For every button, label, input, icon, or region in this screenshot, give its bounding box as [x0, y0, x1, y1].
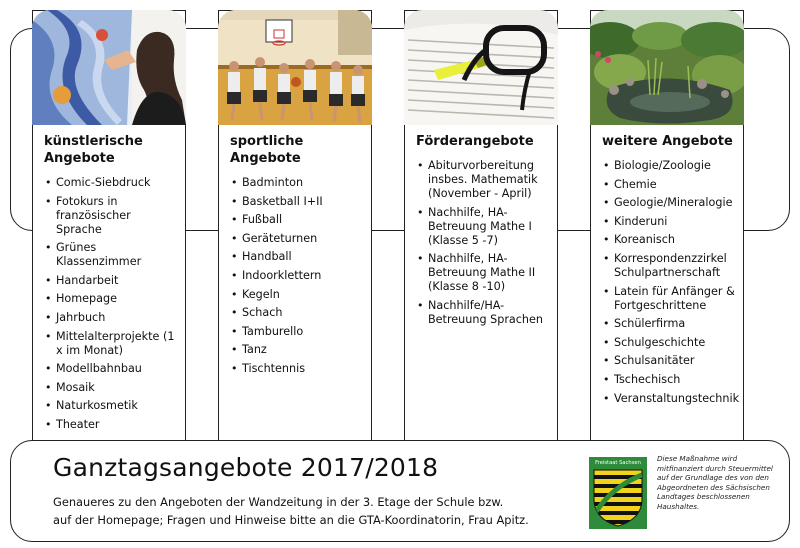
- list-item: • Abiturvorbereitung insbes. Mathematik (November - April): [416, 159, 551, 201]
- list-item: • Korrespondenzzirkel Schulpartnerschaft: [602, 252, 737, 280]
- list-item: • Schülerfirma: [602, 317, 737, 331]
- list-item: • Grünes Klassenzimmer: [44, 241, 179, 269]
- list-item: • Naturkosmetik: [44, 399, 179, 413]
- list-item: • Jahrbuch: [44, 311, 179, 325]
- list-item: • Theater: [44, 418, 179, 432]
- column-art: [32, 10, 186, 440]
- list-item: • Chemie: [602, 178, 737, 192]
- offer-list: [230, 176, 365, 376]
- offer-list: [602, 159, 740, 406]
- offer-list: [416, 159, 551, 327]
- list-item: • Nachhilfe, HA-Betreuung Mathe I (Klasse 5 -7): [416, 206, 551, 248]
- list-item: • Mosaik: [44, 381, 179, 395]
- list-item: • Biologie/Zoologie: [602, 159, 737, 173]
- glasses-book-photo: [404, 10, 558, 125]
- column-support: [404, 10, 558, 440]
- list-item: • Badminton: [230, 176, 365, 190]
- page-title: Ganztagsangebote 2017/2018: [53, 453, 439, 482]
- column-title: sportliche Angebote: [230, 134, 304, 166]
- list-item: • Schach: [230, 306, 365, 320]
- column-title: weitere Angebote: [602, 134, 733, 149]
- list-item: • Indoorklettern: [230, 269, 365, 283]
- column-title: Förderangebote: [416, 134, 534, 149]
- list-item: • Schulgeschichte: [602, 336, 737, 350]
- offer-list: [44, 176, 179, 432]
- painting-photo: [32, 10, 186, 125]
- list-item: • Handarbeit: [44, 274, 179, 288]
- column-further: [590, 10, 744, 440]
- list-item: • Tschechisch: [602, 373, 737, 387]
- list-item: • Kegeln: [230, 288, 365, 302]
- list-item: • Mittelalterprojekte (1 x im Monat): [44, 330, 179, 358]
- column-sport: [218, 10, 372, 440]
- list-item: • Nachhilfe, HA-Betreuung Mathe II (Klasse 8 -10): [416, 252, 551, 294]
- list-item: • Handball: [230, 250, 365, 264]
- basketball-photo: [218, 10, 372, 125]
- list-item: • Kinderuni: [602, 215, 737, 229]
- list-item: • Nachhilfe/HA-Betreuung Sprachen: [416, 299, 551, 327]
- list-item: • Fotokurs in französischer Sprache: [44, 195, 179, 237]
- list-item: • Geräteturnen: [230, 232, 365, 246]
- list-item: • Koreanisch: [602, 233, 737, 247]
- column-title: künstlerische Angebote: [44, 134, 143, 166]
- saxony-crest-logo: [589, 457, 647, 529]
- list-item: • Geologie/Mineralogie: [602, 196, 737, 210]
- list-item: • Tamburello: [230, 325, 365, 339]
- funding-notice: Diese Maßnahme wird mitfinanziert durch Steuermittel auf der Grundlage des von den Abgeordneten des Sächsischen Landtages beschlossenen Haushaltes.: [657, 454, 773, 511]
- footer-description: [53, 493, 573, 529]
- list-item: • Tischtennis: [230, 362, 365, 376]
- list-item: • Schulsanitäter: [602, 354, 737, 368]
- list-item: • Latein für Anfänger & Fortgeschrittene: [602, 285, 737, 313]
- garden-pond-photo: [590, 10, 744, 125]
- list-item: • Tanz: [230, 343, 365, 357]
- list-item: • Basketball I+II: [230, 195, 365, 209]
- list-item: • Veranstaltungstechnik: [602, 392, 737, 406]
- list-item: • Comic-Siebdruck: [44, 176, 179, 190]
- description-line: Genaueres zu den Angeboten der Wandzeitung in der 3. Etage der Schule bzw.: [53, 495, 504, 509]
- list-item: • Homepage: [44, 292, 179, 306]
- crest-caption: Freistaat Sachsen: [595, 460, 641, 466]
- description-line: auf der Homepage; Fragen und Hinweise bitte an die GTA-Koordinatorin, Frau Apitz.: [53, 513, 529, 527]
- list-item: • Fußball: [230, 213, 365, 227]
- list-item: • Modellbahnbau: [44, 362, 179, 376]
